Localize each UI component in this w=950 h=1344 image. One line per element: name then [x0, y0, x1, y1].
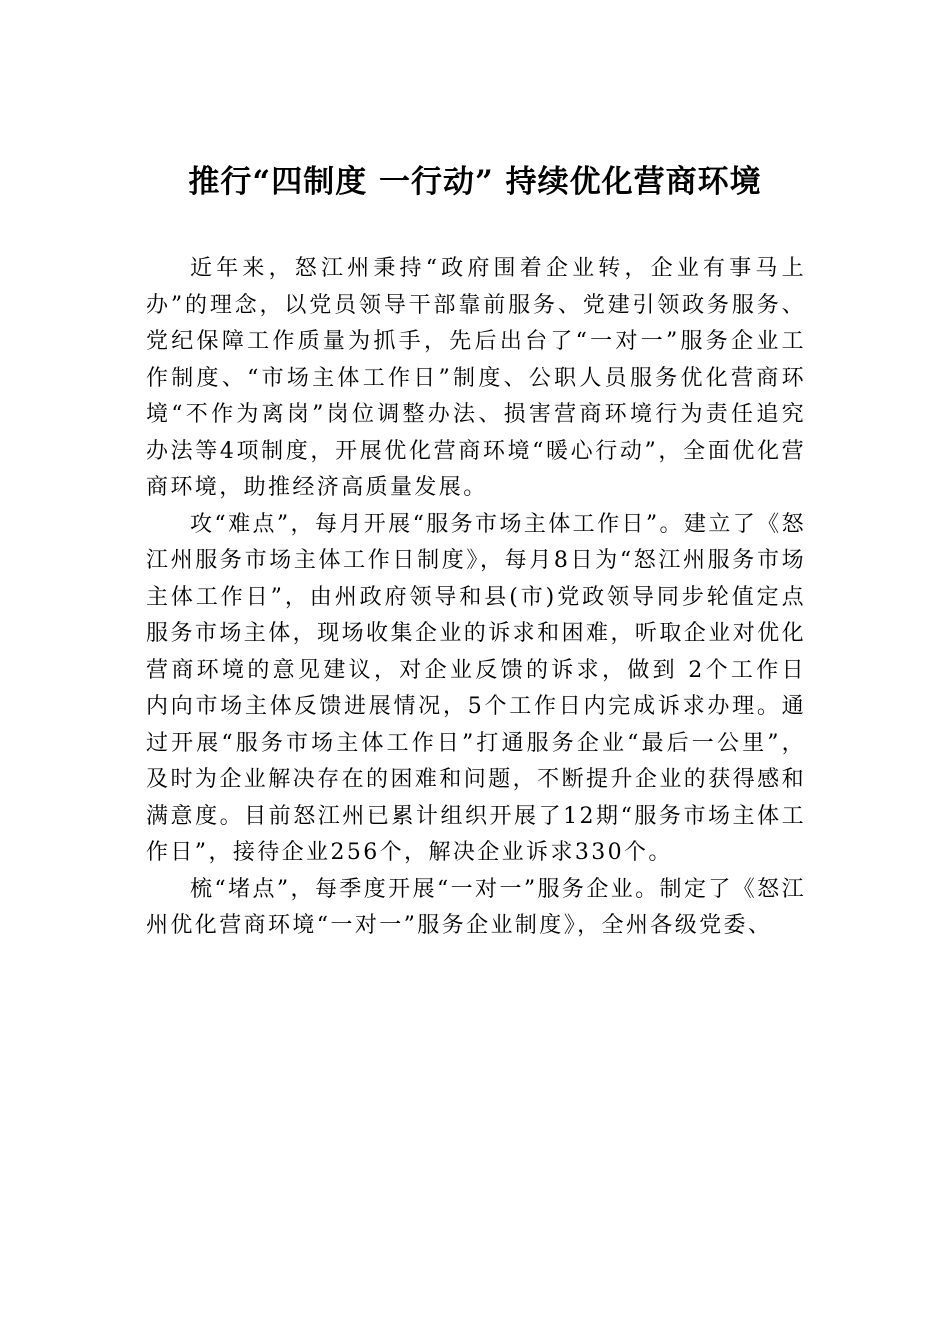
paragraph-intro: 近年来，怒江州秉持“政府围着企业转，企业有事马上办”的理念，以党员领导干部靠前服务、党建引领政务服务、党纪保障工作质量为抓手，先后出台了“一对一”服务企业工作制度、“市场主体工作日”制度、公职人员服务优化营商环境“不作为离岗”岗位调整办法、损害营商环境行为责任追究办法等4项制度，开展优化营商环境“暖心行动”，全面优化营商环境，助推经济高质量发展。	[146, 256, 806, 500]
paragraph-blockage: 梳“堵点”，每季度开展“一对一”服务企业。制定了《怒江州优化营商环境“一对一”服务企业制度》，全州各级党委、	[146, 876, 806, 938]
paragraph-difficulty: 攻“难点”，每月开展“服务市场主体工作日”。建立了《怒江州服务市场主体工作日制度》，每月8日为“怒江州服务市场主体工作日”，由州政府领导和县(市)党政领导同步轮值定点服务市场主体，现场收集企业的诉求和困难，听取企业对优化营商环境的意见建议，对企业反馈的诉求，做到 2个工作日内向市场主体反馈进展情况，5个工作日内完成诉求办理。通过开展“服务市场主体工作日”打通服务企业“最后一公里”，及时为企业解决存在的困难和问题，不断提升企业的获得感和满意度。目前怒江州已累计组织开展了12期“服务市场主体工作日”，接待企业256个，解决企业诉求330个。	[146, 511, 806, 865]
document-body	[146, 251, 806, 945]
document-title: 推行“四制度 一行动” 持续优化营商环境	[188, 164, 762, 200]
